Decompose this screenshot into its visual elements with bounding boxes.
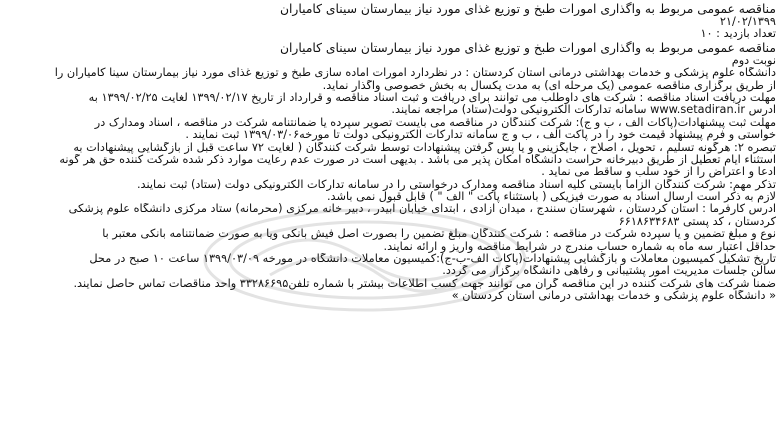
visit-count: تعداد بازدید : ۱۰ xyxy=(700,28,776,41)
body-line: آدرس www.setadiran.ir سامانه تدارکات الکترونیکی دولت(ستاد) مراجعه نمایند. xyxy=(391,104,776,117)
body-line: تاریخ تشکیل کمیسیون معاملات و بازگشایی پیشنهادات(پاکات الف-ب-ج):کمیسیون معاملات دانشگاه در مورخه ۱۳۹۹/۰۳/۰۹ ساعت ۱۰ صبح در محل xyxy=(89,253,776,266)
header-date: ۲۱/۰۲/۱۳۹۹ xyxy=(719,16,776,28)
body-line: از طریق برگزاری مناقصه عمومی (یک مرحله ای) به مدت یکسال به بخش خصوصی واگذار نماید. xyxy=(322,79,776,92)
body-line: ادعا و اعتراض را از خود سلب و ساقط می نماید . xyxy=(541,166,776,179)
body-line: « دانشگاه علوم پزشکی و خدمات بهداشتی درمانی استان کردستان » xyxy=(451,290,776,303)
body-line: تبصره ۲: هرگونه تسلیم ، تحویل ، اصلاح ، جایگزینی و یا پس گرفتن پیشنهادات توسط شرکت کنندگان ( لغایت ۷۲ ساعت قبل از بازگشایی پیشنهادات به xyxy=(73,141,776,154)
body-line: خواستی و فرم پیشنهاد قیمت خود را در پاکت الف ، ب و ج سامانه تدارکات الکترونیکی دولت تا مورخه۱۳۹۹/۰۳/۰۶ ثبت نمایند . xyxy=(185,129,776,142)
tender-round: نوبت دوم xyxy=(731,54,776,67)
body-line: حداقل اعتبار سه ماه به شماره حساب مندرج در شرایط مناقصه واریز و ارائه نمایند. xyxy=(383,240,776,253)
body-line: نوع و مبلغ تضمین و یا سپرده شرکت در مناقصه : شرکت کنندگان مبلغ تضمین را بصورت اصل فیش بانکی ویا به صورت ضمانتنامه بانکی معتبر با xyxy=(102,228,776,241)
body-line: تذکر مهم: شرکت کنندگان الزاماً بایستی کلیه اسناد مناقصه ومدارک درخواستی را در سامانه تدارکات الکترونیکی دولت (ستاد) ثبت نمایند. xyxy=(136,178,776,191)
body-line: ضمناً شرکت های شرکت کننده در این مناقصه گران می توانند جهت کسب اطلاعات بیشتر با شماره تلفن۳۳۲۸۶۶۹۵ واحد مناقصات تماس حاصل نمایند. xyxy=(73,277,776,290)
body-line: سالن جلسات مدیریت امور پشتیبانی و رفاهی دانشگاه برگزار می گردد. xyxy=(442,265,776,278)
body-line: آدرس کارفرما : استان کردستان ، شهرستان سنندج ، میدان آزادی ، ابتدای خیابان آبیدر ، دبیر خانه مرکزی (محرمانه) ستاد مرکزی دانشگاه علوم پزشکی xyxy=(68,203,776,216)
tender-title: مناقصه عمومی مربوط به واگذاری امورات طبخ و توزیع غذای مورد نیاز بیمارستان سینای کامیاران xyxy=(279,40,776,55)
body-line: مهلت دریافت اسناد مناقصه : شرکت های داوطلب می توانند برای دریافت و ثبت اسناد مناقصه و قرارداد از تاریخ ۱۳۹۹/۰۲/۱۷ لغایت ۱۳۹۹/۰۲/۲۵ به xyxy=(88,91,776,104)
body-line: دانشگاه علوم پزشکی و خدمات بهداشتی درمانی استان کردستان : در نظردارد امورات آماده سازی طبخ و توزیع غذای مورد نیاز بیمارستان سینا کامیاران را xyxy=(54,67,776,80)
body-line: کردستان ، کد پستی ۶۶۱۸۶۳۴۶۸۳ xyxy=(618,215,776,228)
header-title: مناقصه عمومی مربوط به واگذاری امورات طبخ و توزیع غذای مورد نیاز بیمارستان سینای کامیاران xyxy=(279,2,776,16)
body-line: مهلت ثبت پیشنهادات(پاکات الف ، ب و ج): شرکت کنندگان در مناقصه می بایست تصویر سپرده یا ضمانتنامه شرکت در مناقصه ، اسناد ومدارک در xyxy=(94,116,776,129)
body-line: لازم به ذکر است ارسال اسناد به صورت فیزیکی ( باستثناء پاکت " الف " ) قابل قبول نمی باشد. xyxy=(326,191,776,204)
body-line: استثناء ایام تعطیل از طریق دبیرخانه حراست دانشگاه امکان پذیر می باشد . بدیهی است در صورت عدم رعایت موارد ذکر شده شرکت کننده حق هر گونه xyxy=(59,153,776,166)
